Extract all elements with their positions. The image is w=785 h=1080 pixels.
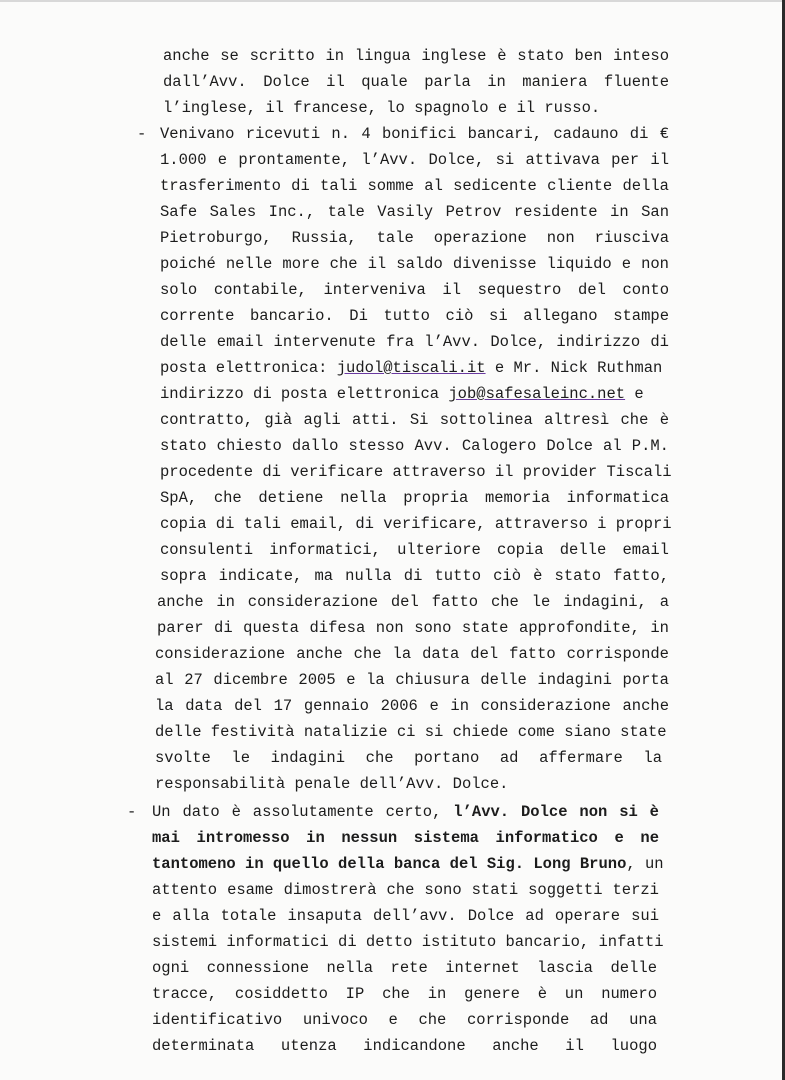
text-line-email-2	[160, 384, 669, 404]
text-line: trasferimento di tali somme al sedicente cliente della	[160, 177, 669, 195]
text-line: parer di questa difesa non sono state approfondite, in	[157, 619, 669, 637]
text-line: l’inglese, il francese, lo spagnolo e il russo.	[163, 99, 601, 117]
email-link-safesale[interactable]: job@safesaleinc.net	[448, 385, 626, 403]
text-line: corrente bancario. Di tutto ciò si allegano stampe	[160, 307, 669, 325]
text-line-email-1	[160, 358, 669, 378]
text-line: stato chiesto dallo stesso Avv. Calogero Dolce al P.M.	[160, 437, 669, 455]
text-segment: indirizzo di posta elettronica	[160, 385, 449, 403]
text-line: anche in considerazione del fatto che le indagini, a	[157, 593, 669, 611]
text-line: poiché nelle more che il saldo divenisse liquido e non	[160, 255, 669, 273]
text-line: copia di tali email, di verificare, attraverso i propri	[160, 515, 672, 533]
text-line: Venivano ricevuti n. 4 bonifici bancari, cadauno di €	[160, 125, 669, 143]
text-line: sistemi informatici di detto istituto bancario, infatti	[152, 933, 664, 951]
text-line: la data del 17 gennaio 2006 e in considerazione anche	[155, 697, 669, 715]
text-line: tracce, cosiddetto IP che in genere è un numero	[152, 985, 657, 1003]
text-line: procedente di verificare attraverso il provider Tiscali	[160, 463, 672, 481]
text-line: identificativo univoco e che corrisponde ad una	[152, 1011, 657, 1029]
scan-top-edge	[0, 0, 785, 2]
text-line: Safe Sales Inc., tale Vasily Petrov residente in San	[160, 203, 669, 221]
email-link-tiscali[interactable]: judol@tiscali.it	[336, 359, 486, 377]
text-line: considerazione anche che la data del fatto corrisponde	[155, 645, 669, 663]
bold-segment: tantomeno in quello della banca del Sig. Long Bruno	[152, 855, 627, 873]
text-segment: Un dato è assolutamente certo,	[152, 803, 454, 821]
text-segment: e	[625, 385, 644, 403]
text-line: sopra indicate, ma nulla di tutto ciò è stato fatto,	[160, 567, 669, 585]
text-line: 1.000 e prontamente, l’Avv. Dolce, si attivava per il	[160, 151, 669, 169]
text-line: delle email intervenute fra l’Avv. Dolce, indirizzo di	[160, 333, 669, 351]
text-line: SpA, che detiene nella propria memoria informatica	[160, 489, 669, 507]
text-line: ogni connessione nella rete internet lascia delle	[152, 959, 657, 977]
text-line: consulenti informatici, ulteriore copia delle email	[160, 541, 669, 559]
text-line: e alla totale insaputa dell’avv. Dolce ad operare sui	[152, 907, 659, 925]
bullet-dash: -	[127, 803, 137, 821]
text-line: determinata utenza indicandone anche il luogo	[152, 1037, 657, 1055]
bold-segment: mai intromesso in nessun sistema informatico e ne	[152, 829, 659, 847]
text-segment: e Mr. Nick Ruthman	[485, 359, 663, 377]
text-line: Pietroburgo, Russia, tale operazione non riusciva	[160, 229, 669, 247]
bold-segment: l’Avv. Dolce non si è	[453, 803, 659, 821]
text-line: attento esame dimostrerà che sono stati soggetti terzi	[152, 881, 659, 899]
text-line: delle festività natalizie ci si chiede come siano state	[155, 723, 667, 741]
text-line: al 27 dicembre 2005 e la chiusura delle indagini porta	[155, 671, 669, 689]
text-line: svolte le indagini che portano ad affermare la	[155, 749, 662, 767]
text-line-bold	[152, 828, 659, 848]
text-line: anche se scritto in lingua inglese è stato ben inteso	[163, 47, 669, 65]
text-line: dall’Avv. Dolce il quale parla in maniera fluente	[163, 73, 669, 91]
bullet-dash: -	[137, 125, 147, 143]
text-line-mixed	[152, 802, 659, 822]
text-line: contratto, già agli atti. Si sottolinea altresì che è	[160, 411, 669, 429]
text-line: responsabilità penale dell’Avv. Dolce.	[155, 775, 509, 793]
text-line-mixed	[152, 854, 664, 874]
text-segment: , un	[626, 855, 664, 873]
text-segment: posta elettronica:	[160, 359, 337, 377]
text-line: solo contabile, interveniva il sequestro del conto	[160, 281, 669, 299]
